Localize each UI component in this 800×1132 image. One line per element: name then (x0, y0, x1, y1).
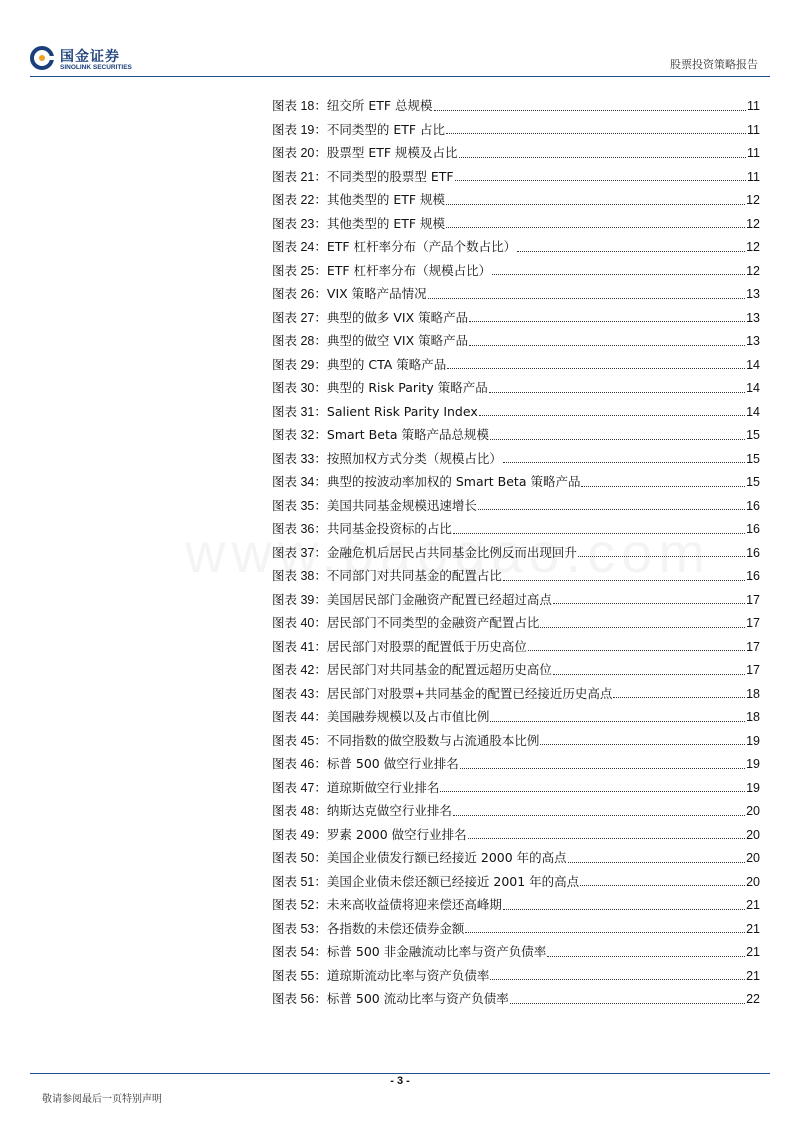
toc-dot-leader (490, 720, 745, 722)
toc-entry-page: 11 (747, 99, 760, 113)
toc-entry-label: 图表 27： (272, 310, 327, 325)
toc-entry-page: 15 (746, 475, 760, 489)
toc-dot-leader (455, 179, 746, 181)
toc-entry-label: 图表 22： (272, 193, 327, 207)
toc-dot-leader (479, 414, 745, 416)
toc-entry-page: 12 (746, 263, 760, 278)
toc-entry-page: 20 (746, 827, 760, 842)
toc-entry-title: 典型的 Risk Parity 策略产品 (326, 380, 488, 395)
toc-entry[interactable] (272, 329, 760, 353)
toc-dot-leader (613, 696, 745, 698)
toc-entry-page: 16 (746, 522, 760, 536)
toc-entry-page: 22 (746, 992, 760, 1006)
page-number: - 3 - (390, 1075, 410, 1087)
toc-entry-label: 图表 53： (272, 921, 327, 936)
toc-entry[interactable] (272, 94, 760, 118)
toc-entry-label: 图表 43： (272, 686, 327, 701)
toc-entry-page: 21 (746, 898, 760, 912)
toc-entry[interactable] (272, 235, 760, 259)
toc-entry-label: 图表 46： (272, 757, 327, 771)
toc-dot-leader (434, 109, 746, 111)
toc-entry-label: 图表 25： (272, 263, 327, 278)
toc-entry-label: 图表 30： (272, 381, 327, 395)
toc-entry-label: 图表 29： (272, 357, 327, 372)
toc-entry-page: 11 (747, 122, 760, 137)
toc-entry-label: 图表 18： (272, 99, 327, 113)
toc-entry-title: 共同基金投资标的占比 (326, 521, 452, 536)
toc-entry-label: 图表 31： (272, 404, 327, 419)
toc-entry-page: 11 (747, 146, 760, 160)
toc-entry[interactable] (272, 611, 760, 635)
toc-entry[interactable] (272, 823, 760, 847)
toc-entry-title: 不同部门对共同基金的配置占比 (326, 568, 502, 583)
toc-entry-label: 图表 34： (272, 475, 327, 489)
toc-entry-page: 13 (746, 287, 760, 301)
toc-dot-leader (428, 297, 745, 299)
toc-entry[interactable] (272, 306, 760, 330)
toc-entry-label: 图表 55： (272, 968, 327, 983)
toc-entry-title: 典型的做空 VIX 策略产品 (326, 333, 469, 348)
toc-entry-page: 15 (746, 451, 760, 466)
toc-dot-leader (517, 250, 745, 252)
toc-dot-leader (503, 579, 745, 581)
toc-entry-label: 图表 48： (272, 804, 327, 818)
toc-dot-leader (446, 226, 745, 228)
toc-dot-leader (490, 978, 745, 980)
toc-entry-title: 按照加权方式分类（规模占比） (326, 450, 502, 466)
toc-entry-title: 其他类型的 ETF 规模 (326, 192, 446, 207)
toc-entry-page: 17 (746, 663, 760, 677)
toc-entry-label: 图表 41： (272, 639, 327, 654)
toc-entry-page: 20 (746, 851, 760, 865)
toc-entry-label: 图表 21： (272, 169, 327, 184)
toc-entry-title: 道琼斯流动比率与资产负债率 (326, 967, 490, 983)
toc-dot-leader (490, 438, 745, 440)
toc-dot-leader (578, 555, 745, 557)
toc-entry-label: 图表 35： (272, 498, 327, 513)
toc-entry-page: 18 (746, 686, 760, 701)
toc-entry-title: 未来高收益债将迎来偿还高峰期 (326, 897, 502, 912)
toc-entry-page: 11 (747, 169, 760, 184)
toc-entry[interactable] (272, 494, 760, 518)
toc-entry-title: 居民部门对共同基金的配置远超历史高位 (326, 662, 552, 677)
toc-entry-title: 美国居民部门金融资产配置已经超过高点 (326, 591, 552, 607)
toc-entry-page: 20 (746, 874, 760, 889)
toc-dot-leader (453, 814, 745, 816)
toc-entry[interactable] (272, 541, 760, 565)
toc-dot-leader (465, 931, 745, 933)
report-type: 股票投资策略报告 (670, 58, 758, 71)
toc-entry-title: 纽交所 ETF 总规模 (326, 98, 433, 113)
toc-dot-leader (581, 485, 745, 487)
toc-dot-leader (503, 908, 745, 910)
header-divider (30, 76, 770, 77)
toc-dot-leader (547, 955, 745, 957)
toc-entry-label: 图表 36： (272, 522, 327, 536)
toc-entry-title: 其他类型的 ETF 规模 (326, 215, 446, 231)
toc-entry-label: 图表 20： (272, 146, 327, 160)
toc-entry-page: 16 (746, 498, 760, 513)
toc-dot-leader (446, 203, 745, 205)
toc-entry-label: 图表 39： (272, 592, 327, 607)
toc-entry-label: 图表 56： (272, 992, 327, 1006)
toc-entry-label: 图表 24： (272, 240, 327, 254)
toc-entry-label: 图表 44： (272, 710, 327, 724)
toc-entry-page: 17 (746, 616, 760, 630)
toc-entry[interactable] (272, 564, 760, 588)
toc-entry-page: 12 (746, 216, 760, 231)
toc-entry[interactable] (272, 776, 760, 800)
toc-entry-page: 21 (746, 968, 760, 983)
toc-entry[interactable] (272, 353, 760, 377)
toc-entry-page: 21 (746, 945, 760, 959)
toc-entry-page: 13 (746, 310, 760, 325)
toc-entry[interactable] (272, 682, 760, 706)
logo-english-name: SINOLINK SECURITIES (60, 64, 132, 71)
footer-disclaimer: 敬请参阅最后一页特别声明 (42, 1094, 162, 1105)
toc-entry-title: 纳斯达克做空行业排名 (326, 803, 452, 818)
sinolink-logo (30, 44, 150, 76)
toc-dot-leader (540, 626, 745, 628)
toc-entry-title: 居民部门对股票+共同基金的配置已经接近历史高点 (326, 685, 613, 701)
toc-entry-page: 16 (746, 545, 760, 560)
toc-entry-label: 图表 32： (272, 428, 327, 442)
toc-entry-label: 图表 42： (272, 663, 327, 677)
toc-entry-label: 图表 50： (272, 851, 327, 865)
toc-entry[interactable] (272, 705, 760, 729)
toc-entry-label: 图表 38： (272, 569, 327, 583)
toc-entry-label: 图表 40： (272, 616, 327, 630)
toc-entry-title: 各指数的未偿还债券金额 (326, 920, 465, 936)
toc-dot-leader (478, 508, 745, 510)
toc-entry[interactable] (272, 917, 760, 941)
toc-entry-label: 图表 23： (272, 216, 327, 231)
toc-entry-title: 不同类型的股票型 ETF (326, 168, 454, 184)
toc-dot-leader (553, 673, 745, 675)
toc-dot-leader (460, 767, 745, 769)
toc-entry-page: 14 (746, 357, 760, 372)
toc-dot-leader (469, 344, 745, 346)
toc-entry-title: Salient Risk Parity Index (326, 403, 478, 419)
toc-entry-page: 13 (746, 334, 760, 348)
toc-entry-title: 美国企业债发行额已经接近 2000 年的高点 (326, 850, 567, 865)
toc-entry[interactable] (272, 423, 760, 447)
toc-entry-label: 图表 47： (272, 780, 327, 795)
toc-entry-page: 14 (746, 381, 760, 395)
toc-dot-leader (468, 837, 745, 839)
page-header (0, 0, 800, 78)
toc-entry-page: 12 (746, 193, 760, 207)
toc-entry-label: 图表 54： (272, 945, 327, 959)
toc-entry-title: 美国共同基金规模迅速增长 (326, 497, 477, 513)
toc-entry-page: 17 (746, 592, 760, 607)
toc-entry-title: 美国企业债未偿还额已经接近 2001 年的高点 (326, 873, 580, 889)
toc-entry[interactable] (272, 141, 760, 165)
toc-dot-leader (503, 461, 745, 463)
toc-entry[interactable] (272, 635, 760, 659)
toc-dot-leader (459, 156, 746, 158)
toc-entry[interactable] (272, 447, 760, 471)
toc-dot-leader (489, 391, 745, 393)
toc-entry-label: 图表 51： (272, 874, 327, 889)
toc-dot-leader (447, 367, 745, 369)
toc-entry[interactable] (272, 212, 760, 236)
toc-entry-label: 图表 37： (272, 545, 327, 560)
toc-entry[interactable] (272, 517, 760, 541)
toc-entry-page: 19 (746, 780, 760, 795)
toc-entry-page: 16 (746, 569, 760, 583)
toc-entry[interactable] (272, 870, 760, 894)
toc-entry-title: 典型的做多 VIX 策略产品 (326, 309, 469, 325)
toc-entry-title: ETF 杠杆率分布（产品个数占比） (326, 239, 517, 254)
toc-entry-page: 17 (746, 639, 760, 654)
table-of-figures (272, 94, 760, 1011)
toc-entry[interactable] (272, 893, 760, 917)
toc-entry-title: 标普 500 流动比率与资产负债率 (326, 991, 509, 1006)
toc-dot-leader (553, 602, 745, 604)
toc-entry-title: 罗素 2000 做空行业排名 (326, 826, 467, 842)
footer-divider (30, 1073, 770, 1074)
toc-entry-title: 美国融券规模以及占市值比例 (326, 709, 490, 724)
toc-entry-title: 股票型 ETF 规模及占比 (326, 145, 458, 160)
toc-entry-title: 典型的按波动率加权的 Smart Beta 策略产品 (326, 474, 581, 489)
toc-dot-leader (453, 532, 745, 534)
toc-entry-title: 金融危机后居民占共同基金比例反而出现回升 (326, 544, 577, 560)
toc-entry-title: ETF 杠杆率分布（规模占比） (326, 262, 492, 278)
toc-entry-page: 12 (746, 240, 760, 254)
toc-entry[interactable] (272, 846, 760, 870)
toc-dot-leader (568, 861, 745, 863)
toc-entry[interactable] (272, 987, 760, 1011)
toc-dot-leader (446, 132, 746, 134)
sinolink-logo-icon (30, 46, 54, 70)
toc-entry[interactable] (272, 964, 760, 988)
toc-entry[interactable] (272, 799, 760, 823)
toc-entry[interactable] (272, 658, 760, 682)
toc-entry[interactable] (272, 118, 760, 142)
toc-entry-label: 图表 33： (272, 451, 327, 466)
toc-dot-leader (469, 320, 745, 322)
toc-entry-title: 居民部门对股票的配置低于历史高位 (326, 638, 527, 654)
toc-entry-label: 图表 49： (272, 827, 327, 842)
toc-entry-page: 19 (746, 757, 760, 771)
toc-entry-label: 图表 26： (272, 287, 327, 301)
toc-entry[interactable] (272, 282, 760, 306)
toc-entry-page: 15 (746, 428, 760, 442)
toc-entry-title: VIX 策略产品情况 (326, 286, 427, 301)
toc-entry-page: 20 (746, 804, 760, 818)
toc-entry-title: 标普 500 做空行业排名 (326, 756, 459, 771)
toc-entry-page: 21 (746, 921, 760, 936)
logo-chinese-name: 国金证券 (60, 49, 120, 65)
toc-dot-leader (540, 743, 745, 745)
toc-entry-label: 图表 28： (272, 334, 327, 348)
toc-entry[interactable] (272, 188, 760, 212)
toc-entry-title: 不同指数的做空股数与占流通股本比例 (326, 732, 540, 748)
toc-entry-title: 道琼斯做空行业排名 (326, 779, 440, 795)
toc-dot-leader (440, 790, 745, 792)
toc-entry[interactable] (272, 259, 760, 283)
toc-dot-leader (510, 1002, 745, 1004)
toc-dot-leader (528, 649, 745, 651)
toc-entry-title: 典型的 CTA 策略产品 (326, 356, 447, 372)
toc-entry-page: 19 (746, 733, 760, 748)
toc-entry-title: 居民部门不同类型的金融资产配置占比 (326, 615, 540, 630)
toc-entry[interactable] (272, 588, 760, 612)
toc-entry-label: 图表 19： (272, 122, 327, 137)
toc-entry[interactable] (272, 376, 760, 400)
toc-entry-label: 图表 52： (272, 898, 327, 912)
toc-entry-page: 14 (746, 404, 760, 419)
toc-entry-label: 图表 45： (272, 733, 327, 748)
toc-entry-page: 18 (746, 710, 760, 724)
toc-entry[interactable] (272, 752, 760, 776)
toc-entry-title: 标普 500 非金融流动比率与资产负债率 (326, 944, 547, 959)
toc-entry[interactable] (272, 940, 760, 964)
toc-dot-leader (492, 273, 745, 275)
toc-entry-title: Smart Beta 策略产品总规模 (326, 427, 489, 442)
toc-entry-title: 不同类型的 ETF 占比 (326, 121, 446, 137)
toc-entry[interactable] (272, 729, 760, 753)
toc-entry[interactable] (272, 470, 760, 494)
toc-entry[interactable] (272, 165, 760, 189)
toc-dot-leader (580, 884, 745, 886)
toc-entry[interactable] (272, 400, 760, 424)
